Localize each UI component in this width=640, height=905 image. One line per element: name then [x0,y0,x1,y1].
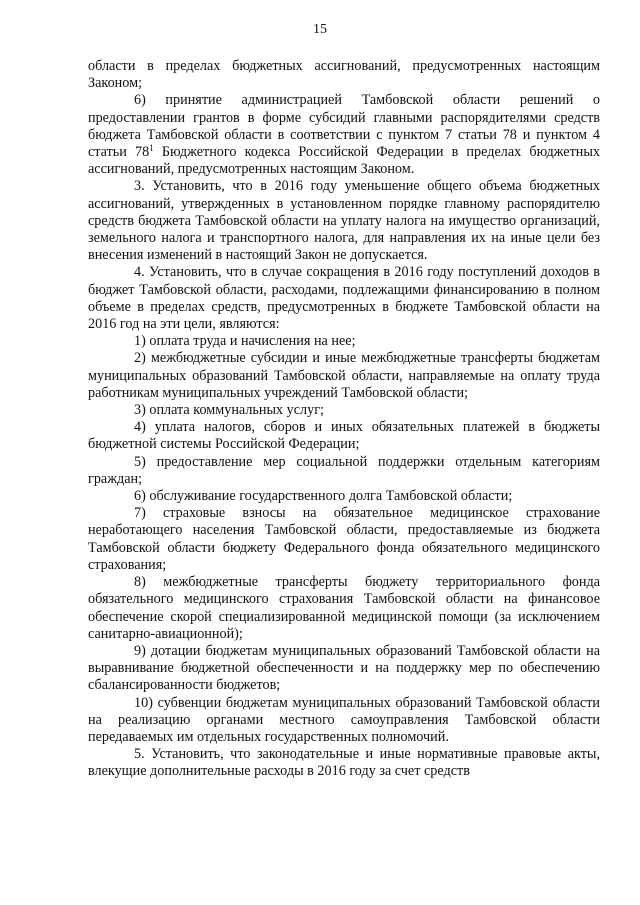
paragraph-item-6-text: 6) принятие администрацией Тамбовской области решений о предоставлении грантов в форме субсидий главными распорядителями средств бюджета Тамбовской области в соответствии с пунктом 7 статьи 78 и пунктом 4 статьи 78 [88,92,600,161]
list-item-4: 4) уплата налогов, сборов и иных обязательных платежей в бюджеты бюджетной системы Российской Федерации; [88,419,600,453]
list-item-5: 5) предоставление мер социальной поддержки отдельным категориям граждан; [88,453,600,487]
list-item-1: 1) оплата труда и начисления на нее; [134,333,356,350]
list-item-10: 10) субвенции бюджетам муниципальных образований Тамбовской области на реализацию органами местного самоуправления Тамбовской области передаваемых им отдельных государственных полномочий. [88,694,600,745]
list-item-9: 9) дотации бюджетам муниципальных образований Тамбовской области на выравнивание бюджетной обеспеченности и на поддержку мер по обеспечению сбалансированности бюджетов; [88,642,600,694]
paragraph-clause-5: 5. Установить, что законодательные и иные нормативные правовые акты, влекущие дополнительные расходы в 2016 году за счет средств [88,746,600,780]
paragraph-clause-4: 4. Установить, что в случае сокращения в 2016 году поступлений доходов в бюджет Тамбовской области, расходами, подлежащими финансированию в полном объеме в пределах средств, предусмотренных в бюджете Тамбовской области на 2016 год на эти цели, являются: [88,264,600,333]
list-item-7: 7) страховые взносы на обязательное медицинское страхование неработающего населения Тамбовской области, предоставляемые из бюджета Тамбовской области бюджету Федерального фонда обязательного медицинского страхования; [88,505,600,573]
paragraph-clause-3: 3. Установить, что в 2016 году уменьшение общего объема бюджетных ассигнований, утвержденных в установленном порядке главному распорядителю средств бюджета Тамбовской области на уплату налога на имущество организаций, земельного налога и транспортного налога, для направления их на иные цели без внесения изменений в настоящий Закон не допускается. [88,178,600,264]
paragraph-continuation: области в пределах бюджетных ассигнований, предусмотренных настоящим Законом; [88,58,600,92]
page-number: 15 [313,22,327,37]
paragraph-item-6 [88,92,600,178]
list-item-8: 8) межбюджетные трансферты бюджету территориального фонда обязательного медицинского страхования Тамбовской области на финансовое обеспечение скорой специализированной медицинской помощи (за исключением санитарно-авиационной); [88,574,600,642]
list-item-6: 6) обслуживание государственного долга Тамбовской области; [134,488,513,505]
list-item-2: 2) межбюджетные субсидии и иные межбюджетные трансферты бюджетам муниципальных образований Тамбовской области, направляемые на оплату труда работникам муниципальных учреждений Тамбовской области; [88,350,600,401]
paragraph-item-6-tail: Бюджетного кодекса Российской Федерации в пределах бюджетных ассигнований, предусмотренных настоящим Законом. [88,144,601,178]
list-item-3: 3) оплата коммунальных услуг; [134,402,324,419]
superscript: 1 [149,143,154,154]
document-body [88,58,600,781]
